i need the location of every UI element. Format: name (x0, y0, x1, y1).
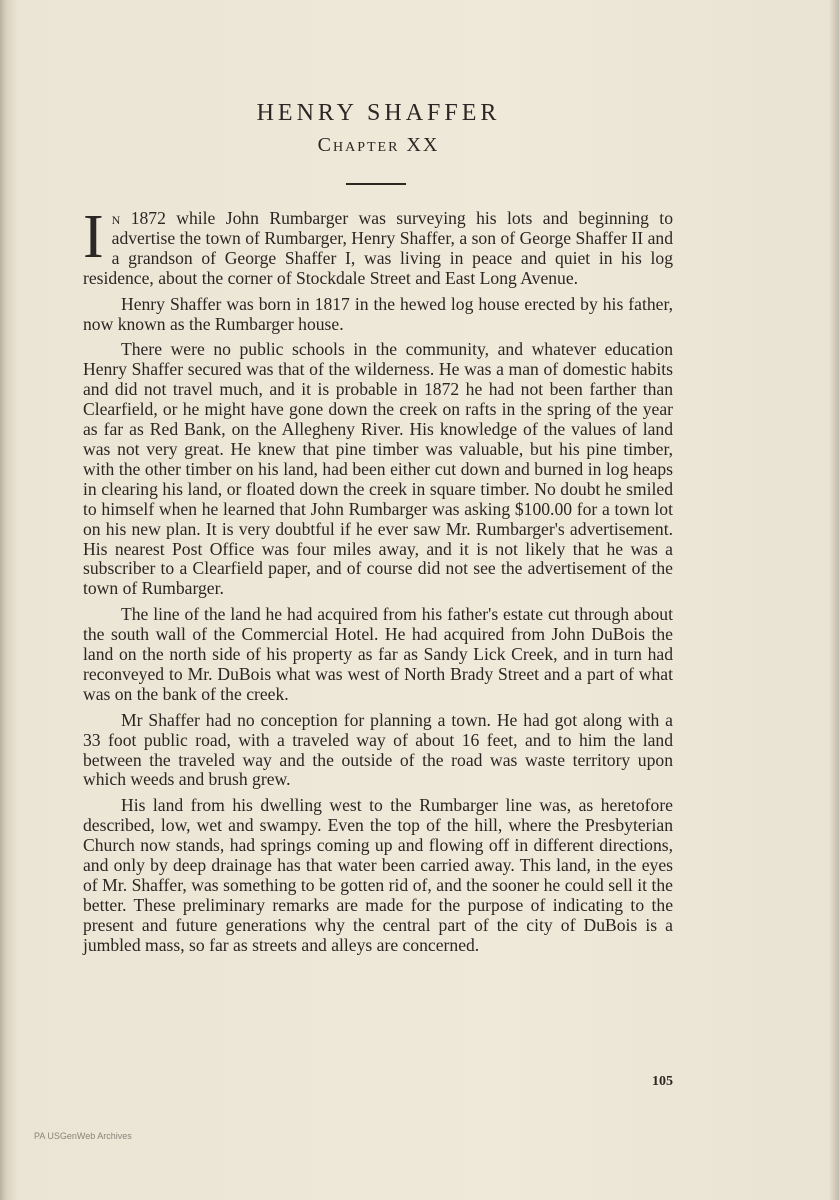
paragraph-2: Henry Shaffer was born in 1817 in the hewed log house erected by his father, now known as the Rumbarger house. (83, 293, 673, 334)
chapter-heading: Chapter XX (317, 134, 440, 156)
title-divider (346, 183, 406, 185)
paragraph-1-lead: n (111, 208, 121, 228)
paragraph-3: There were no public schools in the community, and whatever education Henry Shaffer secured was that of the wilderness. He was a man of domestic habits and did not travel much, and it is probable in 1872 he had not been farther than Clearfield, or he might have gone down the creek on rafts in the spring of the year as far as Red Bank, on the Allegheny River. His knowledge of the values of land was not very great. He knew that pine timber was valuable, but his pine timber, with the other timber on his land, had been either cut down and burned in log heaps in clearing his land, or floated down the creek in square timber. No doubt he smiled to himself when he learned that John Rumbarger was asking $100.00 for a town lot on his new plan. It is very doubtful if he ever saw Mr. Rumbarger's advertisement. His nearest Post Office was four miles away, and it is not likely that he was a subscriber to a Clearfield paper, and of course did not see the advertisement of the town of Rumbarger. (83, 339, 673, 599)
page-number: 105 (652, 1074, 673, 1089)
archive-watermark: PA USGenWeb Archives (34, 1131, 132, 1141)
paragraph-5: Mr Shaffer had no conception for planning a town. He had got along with a 33 foot public road, with a traveled way of about 16 feet, and to him the land between the traveled way and the outside of the road was waste territory upon which weeds and brush grew. (83, 709, 673, 790)
paragraph-6: His land from his dwelling west to the Rumbarger line was, as heretofore described, low, wet and swampy. Even the top of the hill, where the Presbyterian Church now stands, had springs coming up and flowing off in different directions, and only by deep drainage has that water been carried away. This land, in the eyes of Mr. Shaffer, was something to be gotten rid of, and the sooner he could sell it the better. These preliminary remarks are made for the purpose of indicating to the present and future generations why the central part of the city of DuBois is a jumbled mass, so far as streets and alleys are concerned. (83, 795, 673, 955)
page-title: HENRY SHAFFER (256, 100, 501, 126)
paragraph-1-text: 1872 while John Rumbarger was surveying his lots and beginning to advertise the town of Rumbarger, Henry Shaffer, a son of George Shaffer II and a grandson of George Shaffer I, was living in peace and quiet in his log residence, about the corner of Stockdale Street and East Long Avenue. (83, 208, 673, 288)
page-edge-shadow (829, 0, 839, 1200)
paragraph-1 (83, 203, 673, 289)
paragraph-4: The line of the land he had acquired from his father's estate cut through about the south wall of the Commercial Hotel. He had acquired from John DuBois the land on the north side of his property as far as Sandy Lick Creek, and in turn had reconveyed to Mr. DuBois what was west of North Brady Street and a part of what was on the bank of the creek. (83, 604, 673, 704)
chapter-body (83, 203, 673, 962)
drop-cap: I (83, 203, 104, 271)
